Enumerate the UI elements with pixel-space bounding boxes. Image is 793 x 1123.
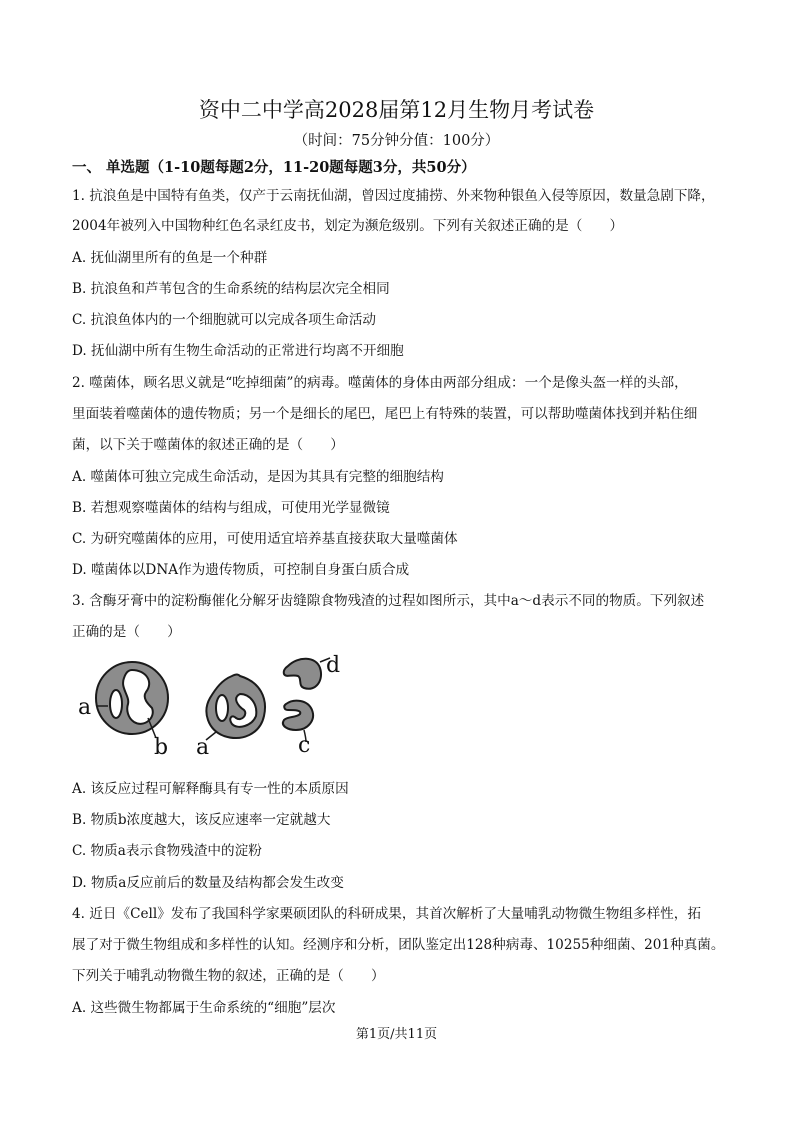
page-title: 资中二中学高2028届第12月生物月考试卷 [198, 98, 595, 122]
product-d-shape [284, 659, 321, 689]
q4-stem-line3: 下列关于哺乳动物微生物的叙述，正确的是（ ） [72, 968, 385, 984]
q2-stem-line3: 菌，以下关于噬菌体的叙述正确的是（ ） [72, 437, 344, 453]
q2-stem-line1: 2. 噬菌体，顾名思义就是“吃掉细菌”的病毒。噬菌体的身体由两部分组成：一个是像头盔一样的头部， [72, 375, 688, 391]
q2-option-b: B. 若想观察噬菌体的结构与组成，可使用光学显微镜 [72, 500, 390, 516]
q2-option-d: D. 噬菌体以DNA作为遗传物质，可控制自身蛋白质合成 [72, 562, 410, 578]
q2-stem-line2: 里面装着噬菌体的遗传物质；另一个是细长的尾巴，尾巴上有特殊的装置，可以帮助噬菌体找到并粘住细 [72, 406, 698, 422]
label-b: b [154, 735, 169, 760]
q4-stem-line2: 展了对于微生物组成和多样性的认知。经测序和分析，团队鉴定出128种病毒、10255种细菌、201种真菌。 [72, 937, 725, 953]
q3-stem-line1: 3. 含酶牙膏中的淀粉酶催化分解牙齿缝隙食物残渣的过程如图所示，其中a～d表示不同的物质。下列叙述 [72, 593, 705, 609]
q1-option-a: A. 抚仙湖里所有的鱼是一个种群 [72, 250, 268, 266]
label-c: c [298, 733, 311, 758]
q2-option-c: C. 为研究噬菌体的应用，可使用适宜培养基直接获取大量噬菌体 [72, 531, 458, 547]
q2-option-a: A. 噬菌体可独立完成生命活动，是因为其具有完整的细胞结构 [72, 469, 444, 485]
label-a-left: a [78, 695, 92, 720]
label-a-middle: a [196, 735, 210, 760]
page-number: 第1页/共11页 [355, 1027, 438, 1042]
q3-option-d: D. 物质a反应前后的数量及结构都会发生改变 [72, 875, 344, 891]
q3-option-a: A. 该反应过程可解释酶具有专一性的本质原因 [72, 781, 349, 797]
q1-stem-line1: 1. 抗浪鱼是中国特有鱼类，仅产于云南抚仙湖，曾因过度捕捞、外来物种银鱼入侵等原因，数量急剧下降， [72, 188, 715, 204]
q1-option-b: B. 抗浪鱼和芦苇包含的生命系统的结构层次完全相同 [72, 281, 390, 297]
enzyme-reaction-figure [72, 648, 372, 763]
label-d: d [326, 653, 341, 678]
enzyme-a-hole-2 [216, 695, 228, 721]
q1-option-c: C. 抗浪鱼体内的一个细胞就可以完成各项生命活动 [72, 312, 377, 328]
q1-stem-line2: 2004年被列入中国物种红色名录红皮书，划定为濒危级别。下列有关叙述正确的是（ ） [72, 218, 624, 234]
section-heading: 一、 单选题（1-10题每题2分，11-20题每题3分，共50分） [72, 159, 476, 176]
enzyme-a-hole [110, 690, 122, 718]
enzyme-substrate-complex [78, 662, 168, 760]
exam-info: （时间：75分钟分值：100分） [293, 133, 500, 149]
q3-option-b: B. 物质b浓度越大，该反应速率一定就越大 [72, 812, 331, 828]
free-enzyme [196, 675, 265, 761]
q3-option-c: C. 物质a表示食物残渣中的淀粉 [72, 843, 262, 859]
q3-stem-line2: 正确的是（ ） [72, 624, 181, 640]
reaction-products [283, 653, 340, 758]
product-c-shape [283, 701, 313, 730]
q1-option-d: D. 抚仙湖中所有生物生命活动的正常进行均离不开细胞 [72, 343, 404, 359]
q4-stem-line1: 4. 近日《Cell》发布了我国科学家栗硕团队的科研成果，其首次解析了大量哺乳动物微生物组多样性，拓 [72, 906, 701, 922]
q4-option-a: A. 这些微生物都属于生命系统的“细胞”层次 [72, 1000, 336, 1016]
